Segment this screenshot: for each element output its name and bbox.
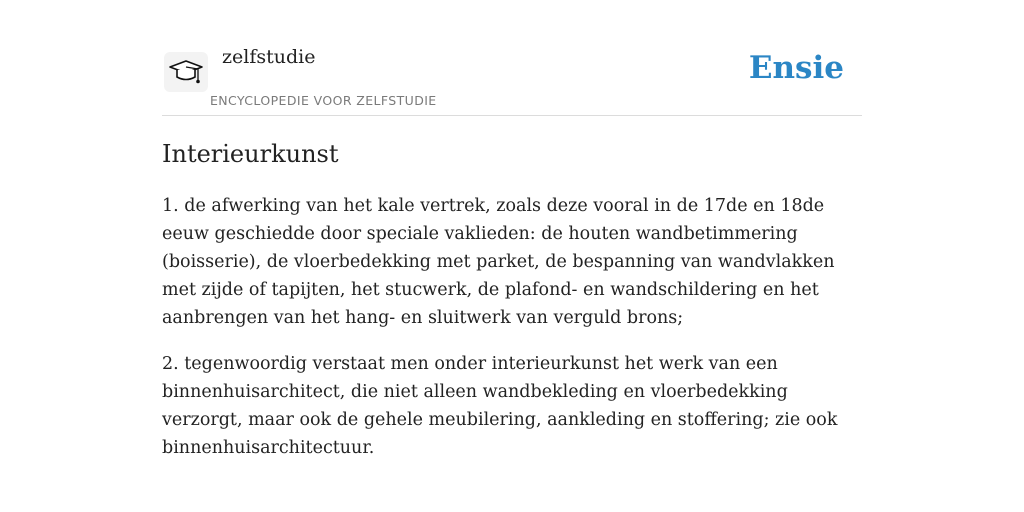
site-tagline: ENCYCLOPEDIE VOOR ZELFSTUDIE [210,93,437,108]
site-name[interactable]: zelfstudie [222,46,316,68]
definition-2: 2. tegenwoordig verstaat men onder interieurkunst het werk van een binnenhuisarchitect, die niet alleen wandbekleding en vloerbedekking verzorgt, maar ook de gehele meubilering, aankleding en stoffering; zie ook binnenhuisarchitectuur. [162,354,838,458]
page-title: Interieurkunst [162,140,339,168]
brand-logo-link[interactable]: Ensie [748,50,844,86]
definition-1: 1. de afwerking van het kale vertrek, zoals deze vooral in de 17de en 18de eeuw geschiedde door speciale vaklieden: de houten wandbetimmering (boisserie), de vloerbedekking met parket, de bespanning van wandvlakken met zijde of tapijten, het stucwerk, de plafond- en wandschildering en het aanbrengen van het hang- en sluitwerk van verguld brons; [162,196,835,328]
graduation-cap-icon [168,58,204,86]
site-header [162,40,862,116]
site-logo[interactable] [164,52,208,92]
article [162,138,862,462]
